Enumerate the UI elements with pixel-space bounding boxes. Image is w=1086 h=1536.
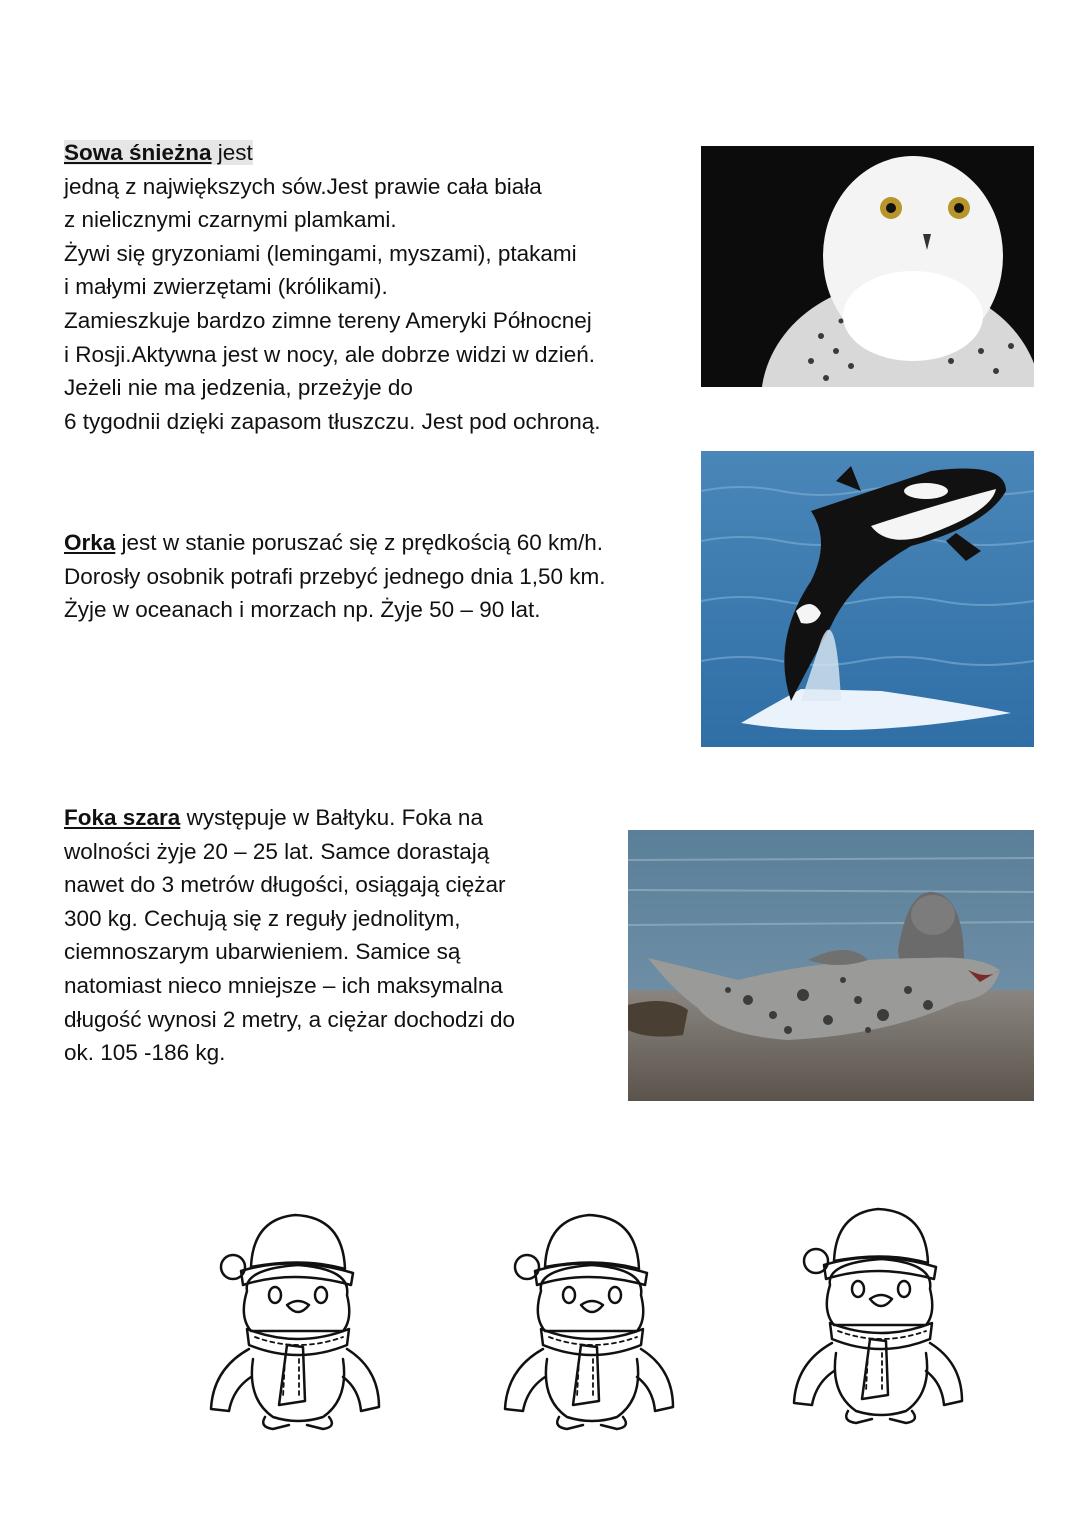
owl-line: i Rosji.Aktywna jest w nocy, ale dobrze widzi w dzień. bbox=[64, 341, 596, 367]
orca-paragraph: Orka jest w stanie poruszać się z prędkością 60 km/h. Dorosły osobnik potrafi przebyć jednego dnia 1,50 km. Żyje w oceanach i morzach np. Żyje 50 – 90 lat. bbox=[64, 526, 606, 627]
owl-paragraph: Sowa śnieżna jest jedną z największych sów.Jest prawie cała biała z nielicznymi czarnymi plamkami. Żywi się gryzoniami (lemingami, myszami), ptakami i małymi zwierzętami (królikami). Zamieszkuje bardzo zimne tereny Ameryki Północnej i Rosji.Aktywna jest w nocy, ale dobrze widzi w dzień. Jeżeli nie ma jedzenia, przeżyje do 6 tygodnii dzięki zapasom tłuszczu. Jest pod ochroną. bbox=[64, 136, 601, 438]
grey-seal-photo bbox=[628, 830, 1034, 1101]
seal-line: natomiast nieco mniejsze – ich maksymalna bbox=[64, 972, 503, 998]
orca-line: Żyje w oceanach i morzach np. Żyje 50 – 90 lat. bbox=[64, 597, 541, 623]
seal-paragraph: Foka szara występuje w Bałtyku. Foka na wolności żyje 20 – 25 lat. Samce dorastają nawet do 3 metrów długości, osiągają ciężar 300 kg. Cechują się z reguły jednolitym, ciemnoszarym ubarwieniem. Samice są natomiast nieco mniejsze – ich maksymalna długość wynosi 2 metry, a ciężar dochodzi do ok. 105 -186 kg. bbox=[64, 801, 515, 1070]
orca-line: Dorosły osobnik potrafi przebyć jednego dnia 1,50 km. bbox=[64, 563, 606, 589]
orca-title: Orka bbox=[64, 530, 116, 555]
owl-line: jedną z największych sów.Jest prawie cała biała bbox=[64, 173, 542, 199]
snowy-owl-photo bbox=[701, 146, 1034, 387]
owl-line: 6 tygodnii dzięki zapasom tłuszczu. Jest pod ochroną. bbox=[64, 408, 601, 434]
seal-line: ciemnoszarym ubarwieniem. Samice są bbox=[64, 939, 461, 965]
owl-line: Żywi się gryzoniami (lemingami, myszami), ptakami bbox=[64, 240, 577, 266]
owl-line: Jeżeli nie ma jedzenia, przeżyje do bbox=[64, 375, 413, 401]
owl-line: i małymi zwierzętami (królikami). bbox=[64, 274, 388, 300]
seal-line: wolności żyje 20 – 25 lat. Samce dorastają bbox=[64, 838, 490, 864]
penguin-coloring-3 bbox=[786, 1193, 968, 1425]
seal-line: ok. 105 -186 kg. bbox=[64, 1040, 226, 1066]
owl-line: z nielicznymi czarnymi plamkami. bbox=[64, 207, 397, 233]
penguin-coloring-1 bbox=[203, 1199, 385, 1431]
owl-line: Zamieszkuje bardzo zimne tereny Ameryki Północnej bbox=[64, 307, 592, 333]
seal-line: nawet do 3 metrów długości, osiągają ciężar bbox=[64, 872, 506, 898]
seal-line: długość wynosi 2 metry, a ciężar dochodzi do bbox=[64, 1006, 516, 1032]
seal-line: 300 kg. Cechują się z reguły jednolitym, bbox=[64, 905, 461, 931]
seal-title: Foka szara bbox=[64, 805, 181, 830]
orca-photo bbox=[701, 451, 1034, 747]
owl-title: Sowa śnieżna bbox=[64, 140, 212, 165]
penguin-coloring-2 bbox=[497, 1199, 679, 1431]
